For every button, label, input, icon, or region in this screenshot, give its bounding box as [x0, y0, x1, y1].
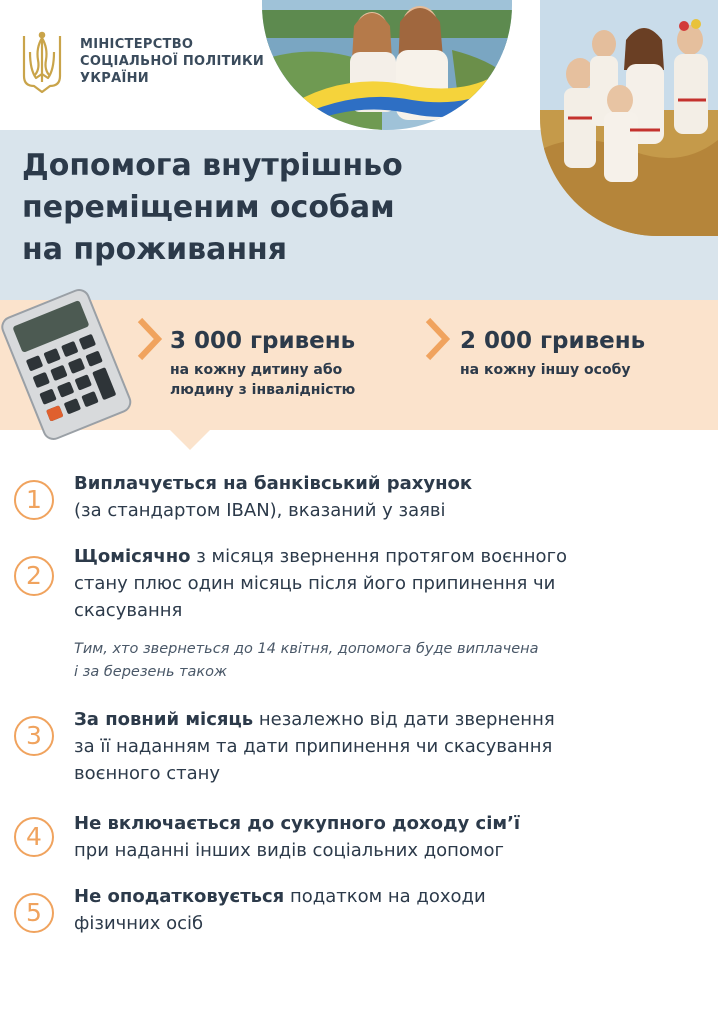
chevron-right-icon — [136, 316, 162, 362]
item-4-bold: Не включається до сукупного доходу сім’ї — [74, 813, 521, 834]
chevron-right-icon — [424, 316, 450, 362]
list-item-1 — [74, 470, 694, 524]
item-2-bold: Щомісячно — [74, 546, 191, 567]
item-2-line-2: стану плюс один місяць після його припинення чи — [74, 573, 556, 594]
title-line-3: на проживання — [22, 232, 288, 267]
item-3-line-3: воєнного стану — [74, 763, 221, 784]
ministry-line-2: СОЦІАЛЬНОЇ ПОЛІТИКИ — [80, 54, 265, 69]
item-1-line-2: (за стандартом IBAN), вказаний у заяві — [74, 500, 446, 521]
item-4-line-2: при наданні інших видів соціальних допомог — [74, 840, 504, 861]
list-item-2 — [74, 543, 694, 624]
ministry-line-1: МІНІСТЕРСТВО — [80, 37, 194, 52]
item-5-bold: Не оподатковується — [74, 886, 285, 907]
item-5-rest: податком на доходи — [284, 886, 486, 907]
amount-child-value: 3 000 гривень — [170, 328, 356, 354]
step-number-2: 2 — [14, 556, 54, 596]
item-2-note-line-2: і за березень також — [74, 664, 228, 680]
item-3-bold: За повний місяць — [74, 709, 254, 730]
item-2-line-3: скасування — [74, 600, 183, 621]
amount-other-value: 2 000 гривень — [460, 328, 646, 354]
item-2-note — [74, 638, 694, 684]
amount-child-desc-2: людину з інвалідністю — [170, 382, 356, 398]
amount-other — [460, 326, 700, 380]
amounts-pointer — [168, 428, 212, 450]
header — [0, 0, 718, 300]
item-3-line-2: за її наданням та дати припинення чи скасування — [74, 736, 553, 757]
item-3-rest: незалежно від дати звернення — [253, 709, 555, 730]
item-5-line-2: фізичних осіб — [74, 913, 204, 934]
step-number-4: 4 — [14, 817, 54, 857]
step-number-3: 3 — [14, 716, 54, 756]
amount-child-desc-1: на кожну дитину або — [170, 362, 343, 378]
step-number-5: 5 — [14, 893, 54, 933]
list-item-5 — [74, 883, 694, 937]
item-1-bold: Виплачується на банківський рахунок — [74, 473, 473, 494]
trident-icon — [20, 30, 64, 96]
amount-child — [170, 326, 410, 400]
title-line-1: Допомога внутрішньо — [22, 148, 403, 183]
ministry-line-3: УКРАЇНИ — [80, 71, 149, 86]
photo-mother-daughter-flag — [262, 0, 512, 130]
list-item-4 — [74, 810, 694, 864]
page-title — [22, 145, 492, 271]
item-2-rest: з місяця звернення протягом воєнного — [190, 546, 568, 567]
title-line-2: переміщеним особам — [22, 190, 395, 225]
calculator-icon — [0, 278, 140, 448]
step-number-1: 1 — [14, 480, 54, 520]
list-item-3 — [74, 706, 694, 787]
ministry-name — [80, 36, 270, 87]
amount-other-desc-1: на кожну іншу особу — [460, 362, 631, 378]
item-2-note-line-1: Тим, хто звернеться до 14 квітня, допомога буде виплачена — [74, 641, 539, 657]
